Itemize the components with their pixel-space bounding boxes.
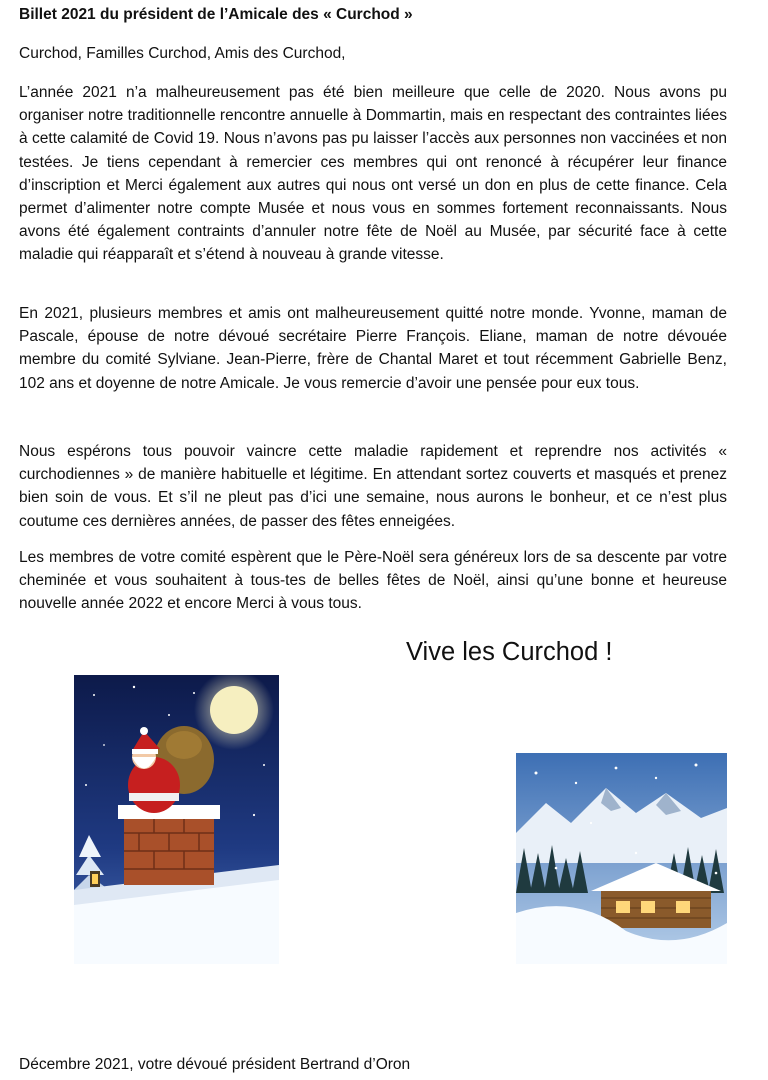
paragraph-1: L’année 2021 n’a malheureusement pas été bien meilleure que celle de 2020. Nous avons pu organiser notre traditionnelle rencontre annuelle à Dommartin, mais en respectant des contraintes liées à cette calamité de Covid 19. Nous n’avons pas pu laisser l’accès aux personnes non vaccinées et non testées. Je tiens cependant à remercier ces membres qui ont renoncé à récupérer leur finance d’inscription et Merci également aux autres qui nous ont versé un don en plus de cette finance. Cela permet d’alimenter notre compte Musée et nous vous en sommes fortement reconnaissants. Nous avons été également contraints d’annuler notre fête de Noël au Musée, par sécurité face à cette maladie qui réapparaît et s’étend à nouveau à grande vitesse. [19,84,727,264]
closing-slogan: Vive les Curchod ! [406,638,613,666]
paragraph-2: En 2021, plusieurs membres et amis ont malheureusement quitté notre monde. Yvonne, maman de Pascale, épouse de notre dévoué secrétaire Pierre François. Eliane, maman de notre dévouée membre du comité Sylviane. Jean-Pierre, frère de Chantal Maret et tout récemment Gabrielle Benz, 102 ans et doyenne de notre Amicale. Je vous remercie d’avoir une pensée pour eux tous. [19,305,727,392]
chalet-image [516,753,727,964]
paragraph-4: Les membres de votre comité espèrent que le Père-Noël sera généreux lors de sa descente par votre cheminée et vous souhaitent à tous-tes de belles fêtes de Noël, ainsi qu’une bonne et heureuse nouvelle année 2022 et encore Merci à vous tous. [19,549,727,613]
paragraph-3: Nous espérons tous pouvoir vaincre cette maladie rapidement et reprendre nos activités « curchodiennes » de manière habituelle et légitime. En attendant sortez couverts et masqués et prenez bien soin de vous. Et s’il ne pleut pas d’ici une semaine, nous aurons le bonheur, et ce n’est plus coutume ces dernières années, de passer des fêtes enneigées. [19,443,727,530]
signature: Décembre 2021, votre dévoué président Bertrand d’Oron [19,1056,411,1073]
document-title: Billet 2021 du président de l’Amicale des « Curchod » [19,6,413,23]
salutation: Curchod, Familles Curchod, Amis des Curchod, [19,45,346,62]
santa-image [74,675,279,964]
